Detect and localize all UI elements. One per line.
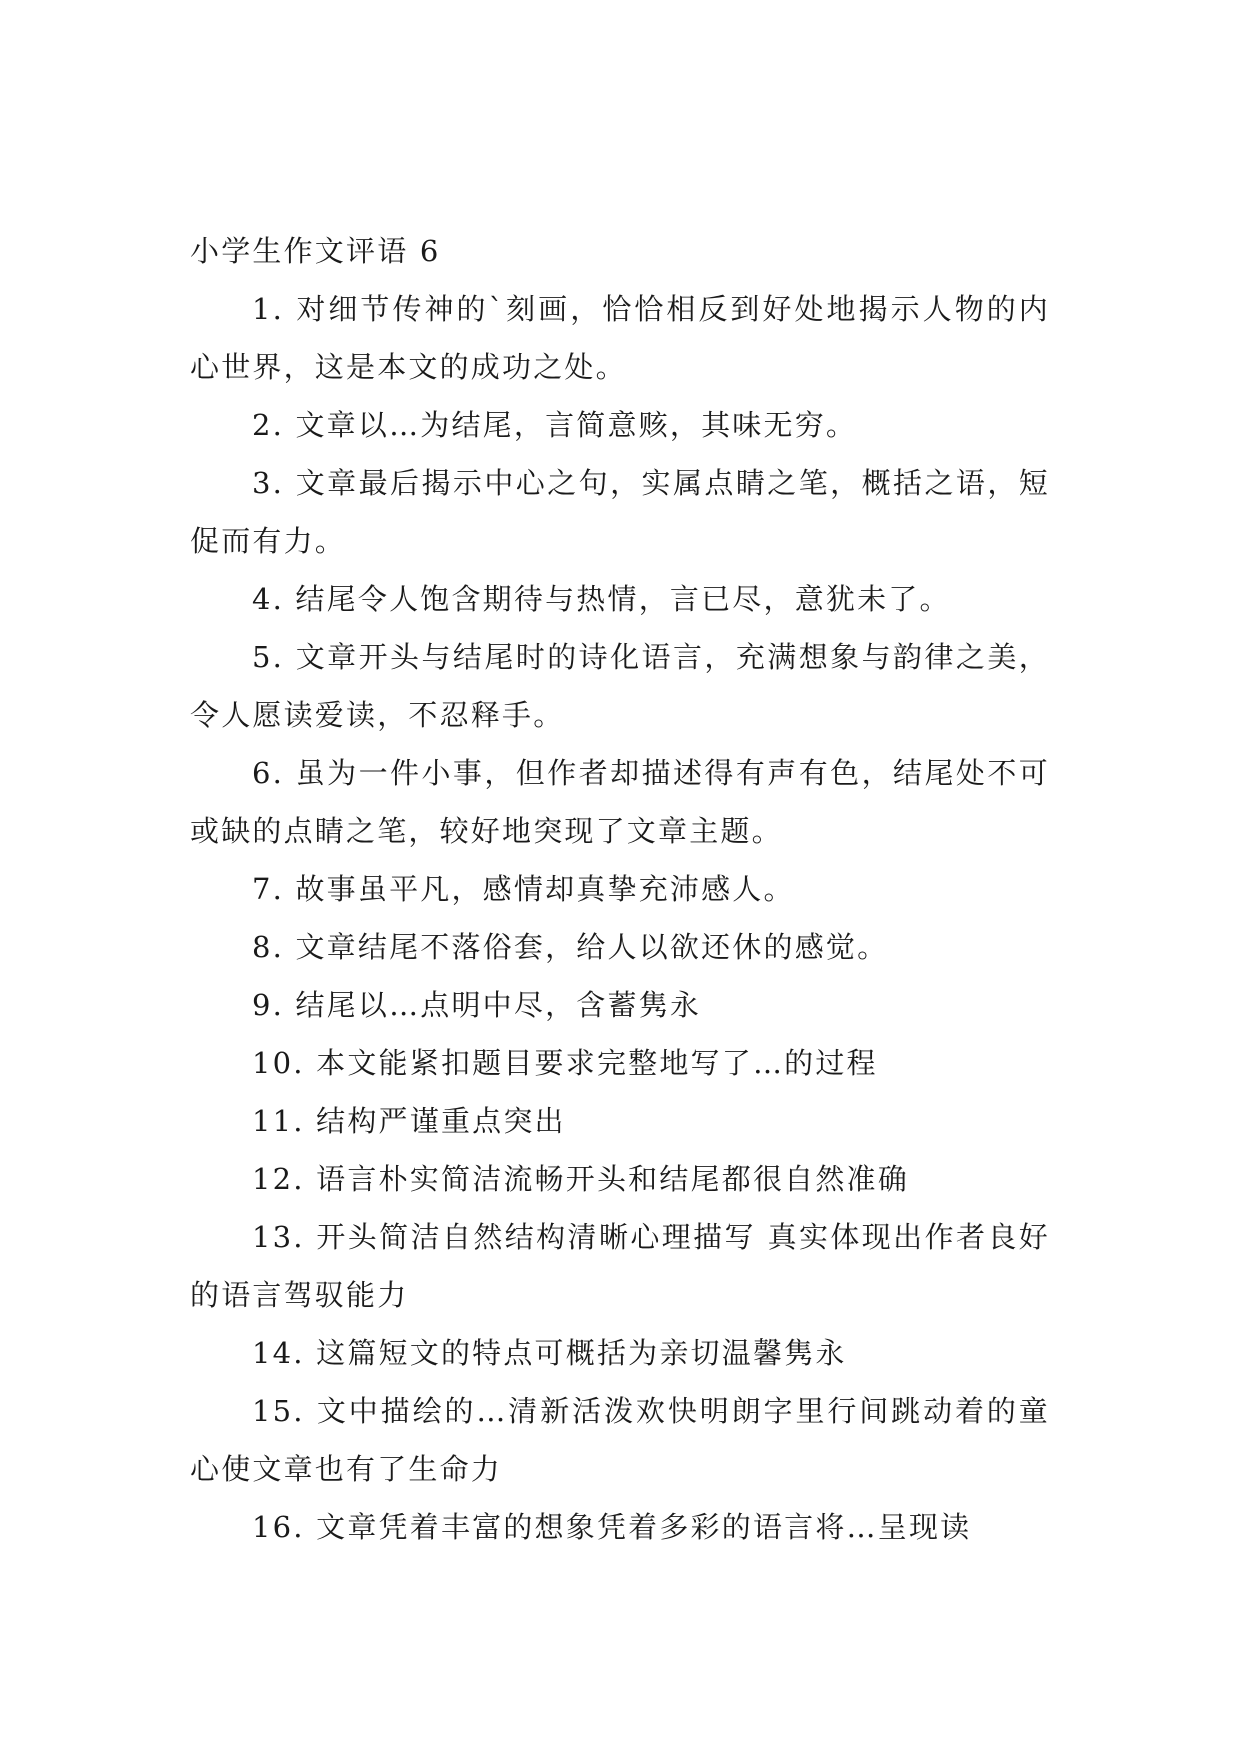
comment-item: 6. 虽为一件小事，但作者却描述得有声有色，结尾处不可或缺的点睛之笔，较好地突现了文章主题。 bbox=[190, 756, 1050, 848]
comment-item: 4. 结尾令人饱含期待与热情，言已尽，意犹未了。 bbox=[252, 582, 951, 616]
comment-item: 12. 语言朴实简洁流畅开头和结尾都很自然准确 bbox=[252, 1162, 909, 1196]
comment-item: 10. 本文能紧扣题目要求完整地写了…的过程 bbox=[252, 1046, 878, 1080]
comment-item: 3. 文章最后揭示中心之句，实属点睛之笔，概括之语，短促而有力。 bbox=[190, 466, 1050, 558]
comment-item: 13. 开头简洁自然结构清晰心理描写 真实体现出作者良好的语言驾驭能力 bbox=[190, 1220, 1050, 1312]
comment-item: 5. 文章开头与结尾时的诗化语言，充满想象与韵律之美，令人愿读爱读，不忍释手。 bbox=[190, 640, 1050, 732]
comment-item: 7. 故事虽平凡，感情却真挚充沛感人。 bbox=[252, 872, 795, 906]
comment-item: 2. 文章以…为结尾，言简意赅，其味无穷。 bbox=[252, 408, 858, 442]
comment-item: 15. 文中描绘的…清新活泼欢快明朗字里行间跳动着的童心使文章也有了生命力 bbox=[190, 1394, 1050, 1486]
comment-item: 16. 文章凭着丰富的想象凭着多彩的语言将…呈现读 bbox=[252, 1510, 972, 1544]
document-body bbox=[190, 222, 1050, 1556]
comment-item: 11. 结构严谨重点突出 bbox=[252, 1104, 566, 1138]
document-title: 小学生作文评语 6 bbox=[190, 234, 441, 268]
comment-item: 14. 这篇短文的特点可概括为亲切温馨隽永 bbox=[252, 1336, 847, 1370]
comment-item: 9. 结尾以…点明中尽，含蓄隽永 bbox=[252, 988, 702, 1022]
comment-item: 8. 文章结尾不落俗套，给人以欲还休的感觉。 bbox=[252, 930, 889, 964]
comment-item: 1. 对细节传神的`刻画，恰恰相反到好处地揭示人物的内心世界，这是本文的成功之处。 bbox=[190, 292, 1050, 384]
